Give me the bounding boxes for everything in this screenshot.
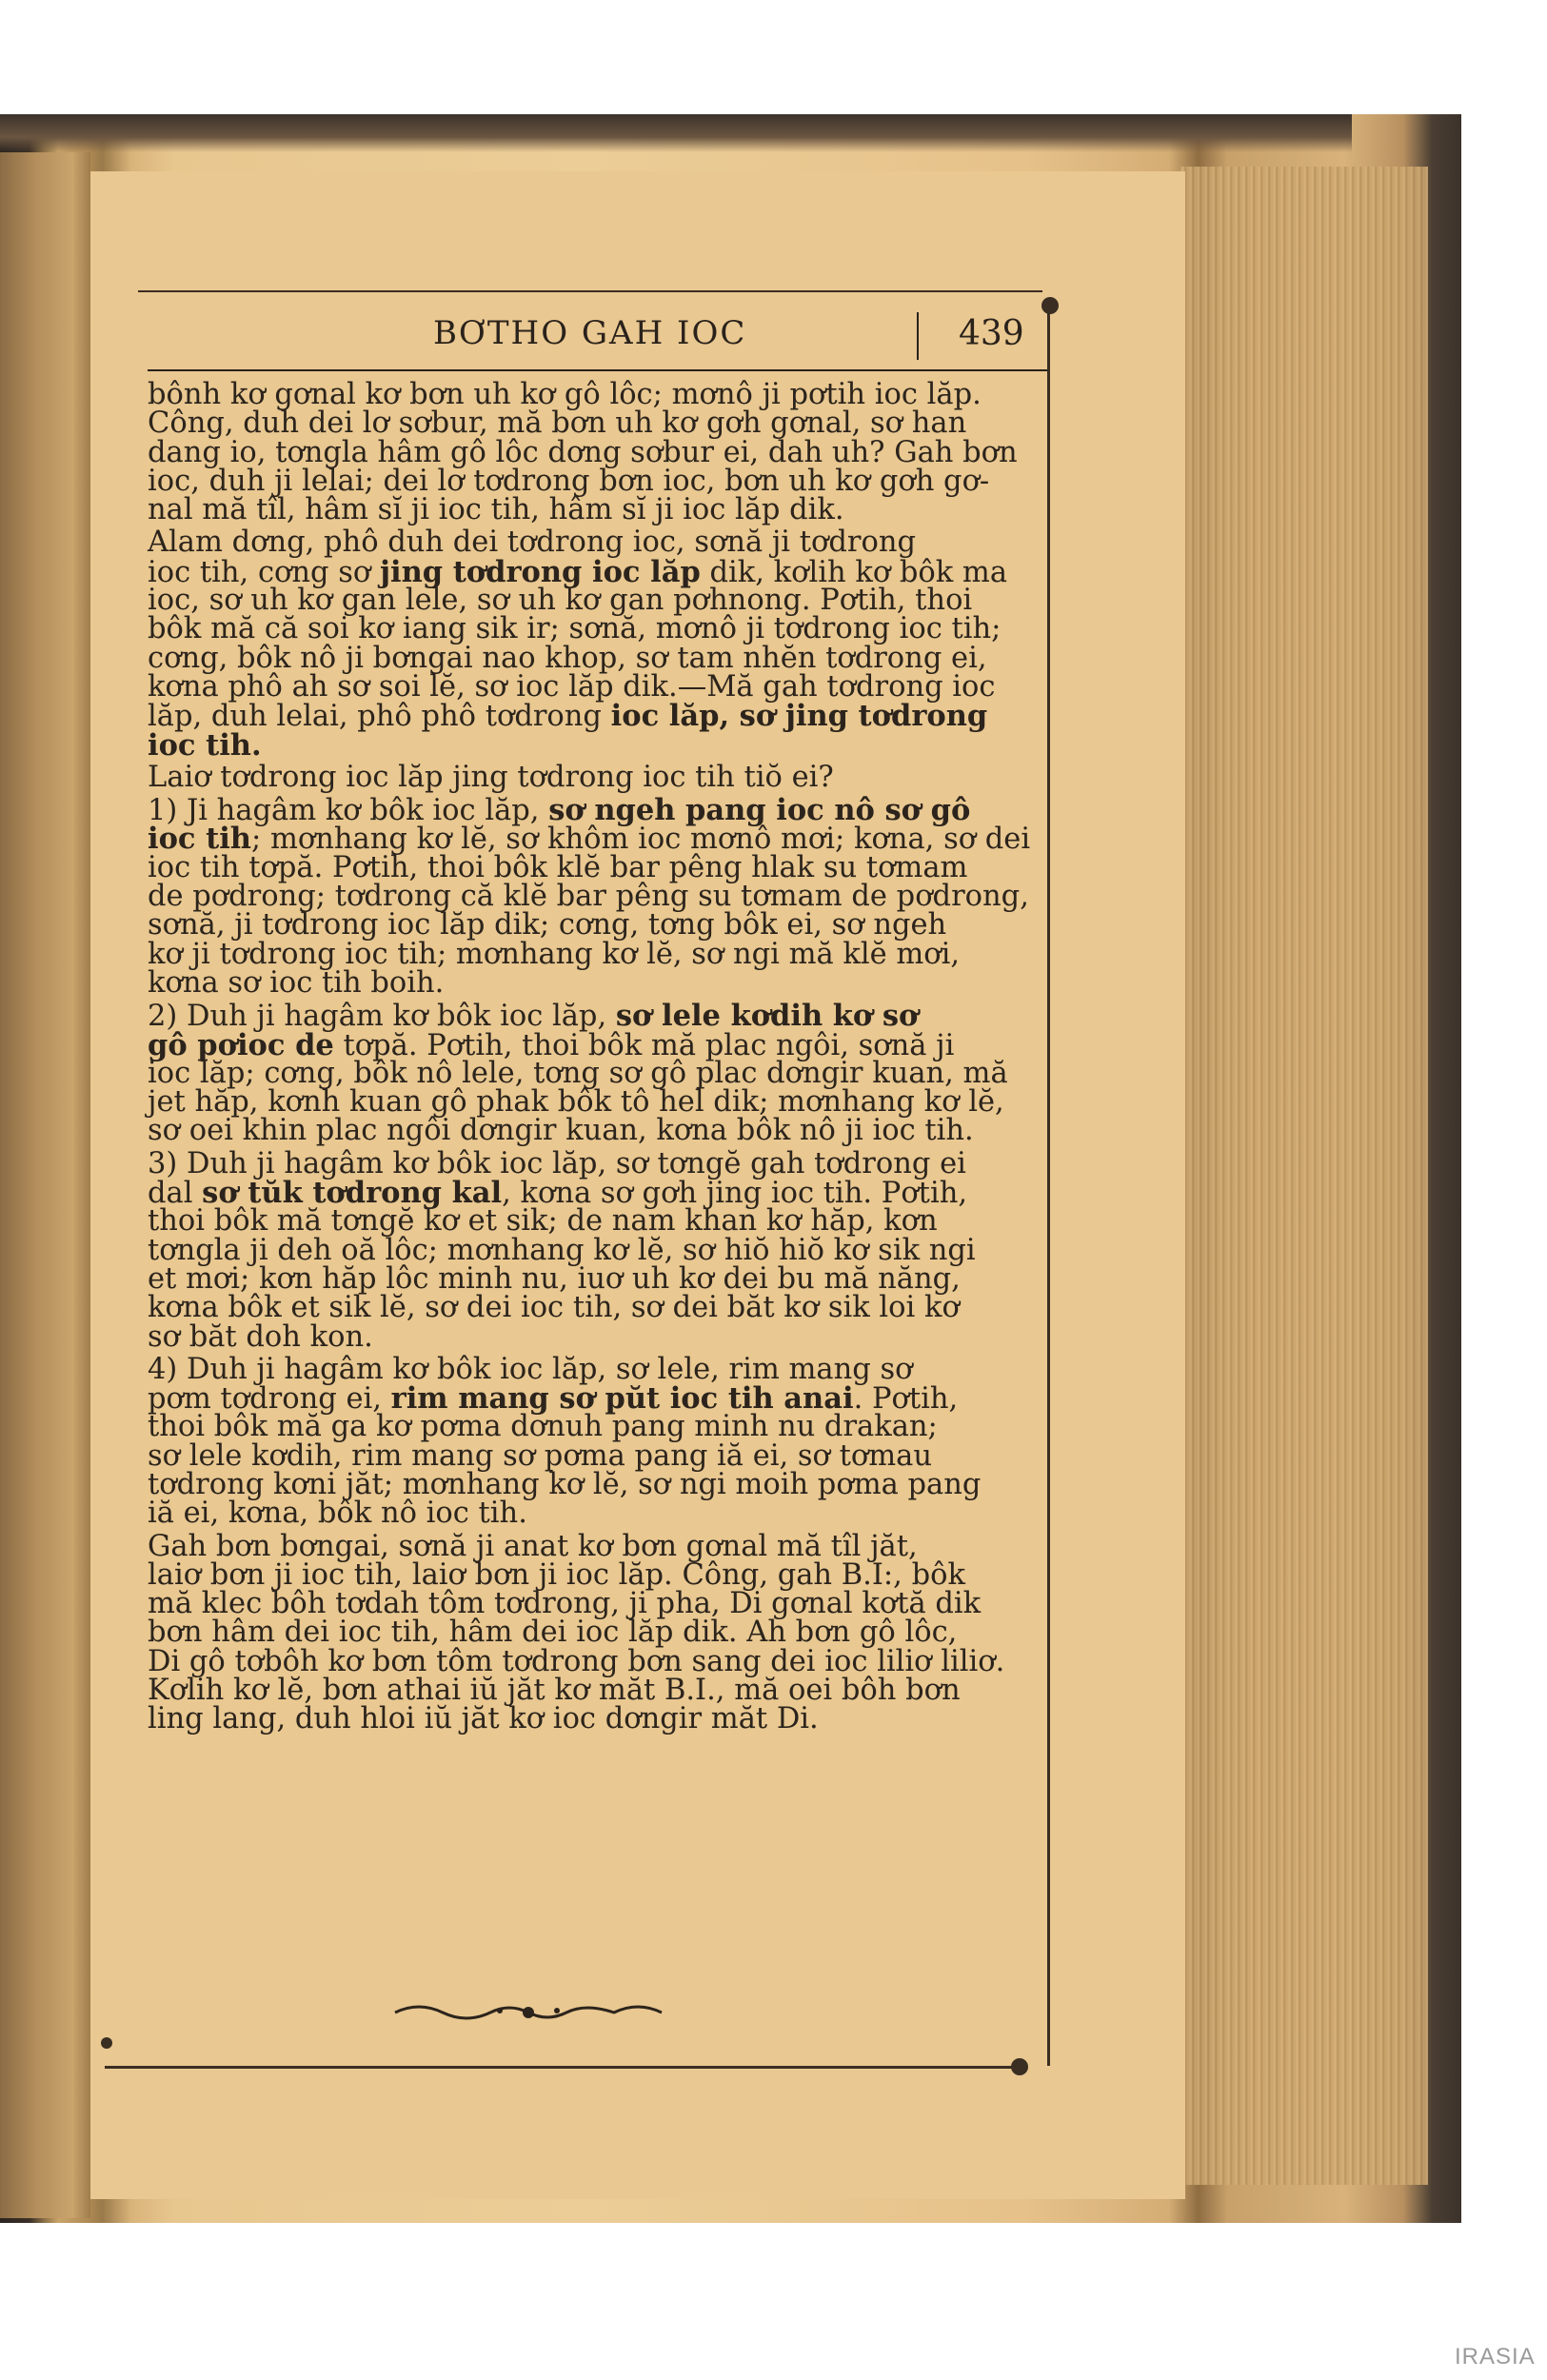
page-number: 439: [959, 314, 1024, 353]
text-segment: nal mă tîl, hâm sĭ ji ioc tih, hâm sĭ ji ioc lăp dik.: [148, 493, 844, 527]
left-page-gutter: [0, 152, 90, 2218]
text-segment: tơngla ji deh oă lôc; mơnhang kơ lĕ, sơ hiŏ hiŏ kơ sik ngi: [148, 1233, 976, 1267]
text-segment: kơna phô ah sơ soi lĕ, sơ ioc lăp dik.—Mă gah tơdrong ioc: [148, 669, 996, 704]
text-line: [148, 699, 1033, 734]
text-line: [148, 526, 1033, 560]
text-segment: . Pơtih,: [853, 1382, 959, 1417]
text-segment: 4) Duh ji hagâm kơ bôk ioc lăp, sơ lele, rim mang sơ: [148, 1352, 913, 1386]
text-segment: et mơi; kơn hăp lôc minh nu, iuơ uh kơ dei bu mă năng,: [148, 1261, 961, 1296]
text-segment: lăp, duh lelai, phô phô tơdrong: [148, 700, 611, 734]
text-line: [148, 880, 1033, 914]
text-segment: 1) Ji hagâm kơ bôk ioc lăp,: [148, 794, 549, 828]
text-segment: iă ei, kơna, bôk nô ioc tih.: [148, 1497, 527, 1531]
text-line: [148, 1644, 1033, 1678]
corner-ornament-icon: [1041, 297, 1059, 314]
bold-text-segment: ioc tih.: [148, 727, 262, 763]
header-rule: [148, 369, 1047, 371]
text-segment: mă klec bôh tơdah tôm tơdrong, ji pha, Di gơnal kơtă dik: [148, 1587, 982, 1621]
bold-text-segment: jing tơdrong ioc lăp: [379, 554, 701, 589]
text-segment: 3) Duh ji hagâm kơ bôk ioc lăp, sơ tơngĕ gah tơdrong ei: [148, 1146, 966, 1180]
text-segment: bônh kơ gơnal kơ bơn uh kơ gô lôc; mơnô ji pơtih ioc lăp.: [148, 378, 982, 411]
text-segment: , kơna sơ gơh jing ioc tih. Pơtih,: [502, 1177, 968, 1211]
text-line: [148, 1261, 1033, 1296]
text-segment: kơna bôk et sik lĕ, sơ dei ioc tih, sơ dei băt kơ sik loi kơ: [148, 1291, 960, 1325]
watermark: IRASIA: [1455, 2344, 1536, 2370]
text-segment: bôk mă că soi kơ iang sik ir; sơnă, mơnô ji tơdrong ioc tih;: [148, 612, 1002, 646]
text-segment: ling lang, duh hloi iŭ jăt kơ ioc dơngir măt Di.: [148, 1702, 819, 1736]
text-segment: jet hăp, kơnh kuan gô phak bôk tô hel dik; mơnhang kơ lĕ,: [148, 1085, 1004, 1120]
text-line: [148, 1702, 1033, 1736]
text-segment: sơ oei khin plac ngôi dơngir kuan, kơna bôk nô ji ioc tih.: [148, 1114, 974, 1148]
tailpiece-ornament-icon: [390, 1999, 666, 2026]
running-head: [148, 314, 1047, 381]
page-frame-right-rule: [1047, 305, 1050, 2066]
text-segment: sơ băt doh kon.: [148, 1319, 373, 1354]
text-segment: pơm tơdrong ei,: [148, 1382, 391, 1417]
text-segment: Laiơ tơdrong ioc lăp jing tơdrong ioc tih tiŏ ei?: [148, 760, 834, 794]
text-segment: ioc lăp; cơng, bôk nô lele, tơng sơ gô plac dơngir kuan, mă: [148, 1056, 1008, 1090]
header-separator: [917, 312, 919, 360]
page-fore-edge: [1180, 167, 1428, 2185]
text-line: [148, 1146, 1033, 1180]
text-line: [148, 1352, 1033, 1386]
text-line: [148, 1085, 1033, 1120]
text-segment: ioc tih tơpă. Pơtih, thoi bôk klĕ bar pêng hlak su tơmam: [148, 850, 968, 884]
text-line: [148, 793, 1033, 828]
text-line: [148, 1204, 1033, 1239]
text-segment: cơng, bôk nô ji bơngai nao khop, sơ tam nhĕn tơdrong ei,: [148, 641, 987, 675]
text-segment: Alam dơng, phô duh dei tơdrong ioc, sơnă ji tơdrong: [148, 526, 917, 560]
text-segment: dal: [148, 1177, 203, 1211]
text-line: [148, 1176, 1033, 1211]
text-line: [148, 937, 1033, 971]
text-line: [148, 1291, 1033, 1325]
book-top-edge: [0, 114, 1352, 152]
text-segment: ioc tih, cơng sơ: [148, 555, 380, 589]
text-line: [148, 612, 1033, 646]
corner-ornament-icon: [101, 2037, 112, 2049]
text-line: [148, 1557, 1033, 1592]
text-line: [148, 464, 1033, 498]
text-segment: sơnă, ji tơdrong ioc lăp dik; cơng, tơng bôk ei, sơ ngeh: [148, 908, 947, 942]
text-line: [148, 1587, 1033, 1621]
text-segment: dang io, tơngla hâm gô lôc dơng sơbur ei, dah uh? Gah bơn: [148, 435, 1018, 469]
text-line: [148, 1674, 1033, 1708]
text-segment: Di gô tơbôh kơ bơn tôm tơdrong bơn sang dei ioc liliơ liliơ.: [148, 1644, 1005, 1678]
text-segment: sơ lele kơdih, rim mang sơ pơma pang iă ei, sơ tơmau: [148, 1438, 932, 1473]
text-segment: bơn hâm dei ioc tih, hâm dei ioc lăp dik. Ah bơn gô lôc,: [148, 1616, 958, 1650]
text-segment: kơna sơ ioc tih boih.: [148, 965, 445, 1000]
text-line: [148, 1381, 1033, 1417]
bold-text-segment: sơ tŭk tơdrong kal: [202, 1176, 503, 1211]
page-frame-top-rule: [138, 290, 1042, 292]
text-line: [148, 1056, 1033, 1090]
bold-text-segment: gô pơioc de: [148, 1027, 334, 1062]
bold-text-segment: sơ lele kơdih kơ sơ: [615, 999, 919, 1034]
text-line: [148, 1233, 1033, 1267]
text-segment: thoi bôk mă ga kơ pơma dơnuh pang minh nu drakan;: [148, 1410, 938, 1444]
text-line: [148, 908, 1033, 942]
text-line: [148, 1410, 1033, 1444]
bold-text-segment: sơ ngeh pang ioc nô sơ gô: [548, 793, 971, 828]
text-line: [148, 850, 1033, 884]
text-segment: ; mơnhang kơ lĕ, sơ khôm ioc mơnô mơi; kơna, sơ dei: [250, 823, 1031, 857]
header-title: BƠTHO GAH IOC: [433, 314, 747, 352]
bold-text-segment: ioc tih: [148, 822, 251, 857]
text-segment: ioc, duh ji lelai; dei lơ tơdrong bơn ioc, bơn uh kơ gơh gơ-: [148, 464, 990, 498]
text-segment: tơpă. Pơtih, thoi bôk mă plac ngôi, sơnă ji: [333, 1028, 955, 1062]
text-segment: Kơlih kơ lĕ, bơn athai iŭ jăt kơ măt B.I., mă oei bôh bơn: [148, 1674, 961, 1708]
text-segment: dik, kơlih kơ bôk ma: [700, 555, 1008, 589]
text-line: [148, 641, 1033, 675]
text-segment: Công, duh dei lơ sơbur, mă bơn uh kơ gơh gơnal, sơ han: [148, 407, 967, 441]
text-line: [148, 435, 1033, 469]
bold-text-segment: rim mang sơ pŭt ioc tih anai: [390, 1381, 854, 1417]
text-segment: ioc, sơ uh kơ gan lele, sơ uh kơ gan pơhnong. Pơtih, thoi: [148, 584, 973, 618]
text-line: [148, 669, 1033, 704]
corner-ornament-icon: [1011, 2058, 1028, 2075]
text-segment: laiơ bơn ji ioc tih, laiơ bơn ji ioc lăp. Công, gah B.I:, bôk: [148, 1557, 965, 1592]
text-line: [148, 493, 1033, 527]
text-line: [148, 1497, 1033, 1531]
text-segment: tơdrong kơni jăt; mơnhang kơ lĕ, sơ ngi moih pơma pang: [148, 1467, 982, 1501]
text-segment: de pơdrong; tơdrong că klĕ bar pêng su tơmam de pơdrong,: [148, 880, 1029, 914]
text-line: [148, 584, 1033, 618]
text-line: [148, 822, 1033, 857]
text-line: [148, 407, 1033, 441]
text-line: [148, 999, 1033, 1034]
bold-text-segment: ioc lăp, sơ jing tơdrong: [610, 699, 988, 734]
text-segment: kơ ji tơdrong ioc tih; mơnhang kơ lĕ, sơ ngi mă klĕ mơi,: [148, 937, 961, 971]
text-segment: 2) Duh ji hagâm kơ bôk ioc lăp,: [148, 1000, 616, 1034]
text-line: [148, 1319, 1033, 1354]
text-line: [148, 727, 1033, 763]
text-line: [148, 1027, 1033, 1062]
text-line: [148, 1467, 1033, 1501]
text-line: [148, 1529, 1033, 1563]
text-line: [148, 760, 1033, 794]
text-line: [148, 1438, 1033, 1473]
page-frame-bottom-rule: [105, 2066, 1019, 2069]
text-segment: thoi bôk mă tơngĕ kơ et sik; de nam khan kơ hăp, kơn: [148, 1204, 938, 1239]
text-line: [148, 378, 1033, 411]
text-line: [148, 965, 1033, 1000]
body-text: [148, 378, 1033, 1736]
text-segment: Gah bơn bơngai, sơnă ji anat kơ bơn gơnal mă tîl jăt,: [148, 1529, 918, 1563]
text-line: [148, 1616, 1033, 1650]
text-line: [148, 554, 1033, 589]
text-line: [148, 1114, 1033, 1148]
